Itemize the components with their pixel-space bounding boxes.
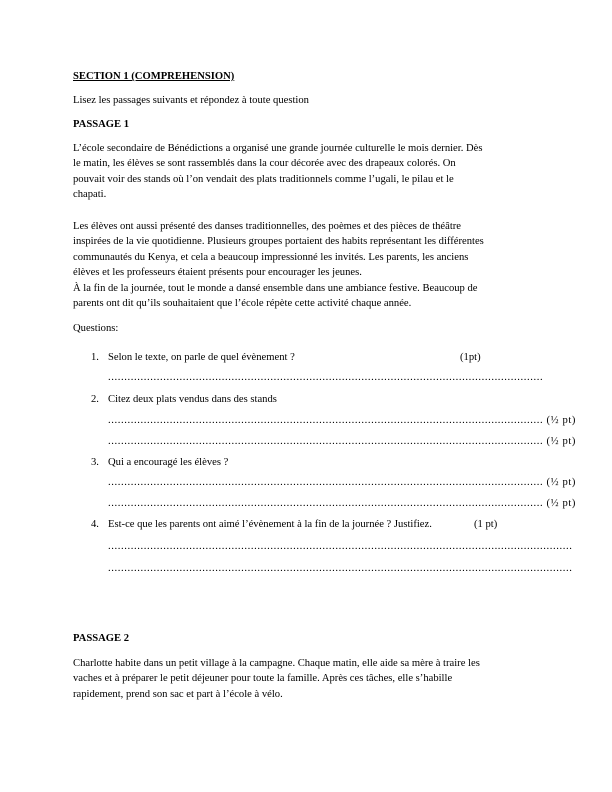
text-line: Les élèves ont aussi présenté des danses traditionnelles, des poèmes et des pièces de théâtre xyxy=(73,221,462,232)
question-number: 1. xyxy=(91,352,99,363)
passage1-paragraph-2 xyxy=(73,219,543,311)
question-number: 3. xyxy=(91,457,99,468)
text-line: rapidement, prend son sac et part à l’école à vélo. xyxy=(73,688,283,700)
text-line: inspirées de la vie quotidienne. Plusieurs groupes portaient des habits représentant les différentes xyxy=(73,236,484,248)
answer-line[interactable]: ...................................................................................................................................... (½ pt) xyxy=(108,436,577,447)
question-number: 2. xyxy=(91,394,99,405)
instruction-text: Lisez les passages suivants et répondez à toute question xyxy=(73,95,309,106)
text-line: parents ont dit qu’ils souhaitaient que l’école répète cette activité chaque année. xyxy=(73,298,412,310)
text-line: Charlotte habite dans un petit village à la campagne. Chaque matin, elle aide sa mère à traire les xyxy=(73,658,480,669)
text-line: vaches et à préparer le petit déjeuner pour toute la famille. Après ces tâches, elle s’habille xyxy=(73,673,453,685)
answer-line[interactable]: ...................................................................................................................................... xyxy=(108,372,544,383)
question-points: (1 pt) xyxy=(474,519,498,530)
answer-line[interactable]: ............................................................................................................................................... xyxy=(108,541,573,552)
answer-line[interactable]: ...................................................................................................................................... (½ pt) xyxy=(108,477,577,488)
question-number: 4. xyxy=(91,519,99,530)
question-points: (1pt) xyxy=(460,352,481,363)
question-text: Qui a encouragé les élèves ? xyxy=(108,457,229,468)
answer-line[interactable]: ............................................................................................................................................... xyxy=(108,563,573,574)
passage1-paragraph-1 xyxy=(73,141,543,203)
passage2-paragraph-1 xyxy=(73,656,543,702)
text-line: pouvait voir des stands où l’on vendait des plats traditionnels comme l’ugali, le pilau et le xyxy=(73,173,454,185)
answer-line[interactable]: ...................................................................................................................................... (½ pt) xyxy=(108,415,577,426)
question-text: Est-ce que les parents ont aimé l’évènement à la fin de la journée ? Justifiez. xyxy=(108,519,432,530)
questions-label: Questions: xyxy=(73,323,119,334)
question-text: Citez deux plats vendus dans des stands xyxy=(108,394,277,405)
text-line: chapati. xyxy=(73,189,107,201)
passage1-heading: PASSAGE 1 xyxy=(73,119,130,130)
passage2-heading: PASSAGE 2 xyxy=(73,633,130,644)
text-line: élèves et les professeurs étaient présents pour encourager les jeunes. xyxy=(73,267,362,279)
section-title: SECTION 1 (COMPREHENSION) xyxy=(73,71,235,82)
answer-line[interactable]: ...................................................................................................................................... (½ pt) xyxy=(108,498,577,509)
text-line: L’école secondaire de Bénédictions a organisé une grande journée culturelle le mois dernier. Dès xyxy=(73,143,483,154)
text-line: le matin, les élèves se sont rassemblés dans la cour décorée avec des drapeaux colorés. On xyxy=(73,158,456,170)
question-text: Selon le texte, on parle de quel évènement ? xyxy=(108,352,295,363)
text-line: À la fin de la journée, tout le monde a dansé ensemble dans une ambiance festive. Beaucoup de xyxy=(73,282,478,294)
text-line: communautés du Kenya, et cela a beaucoup impressionné les invités. Les parents, les anciens xyxy=(73,251,469,263)
